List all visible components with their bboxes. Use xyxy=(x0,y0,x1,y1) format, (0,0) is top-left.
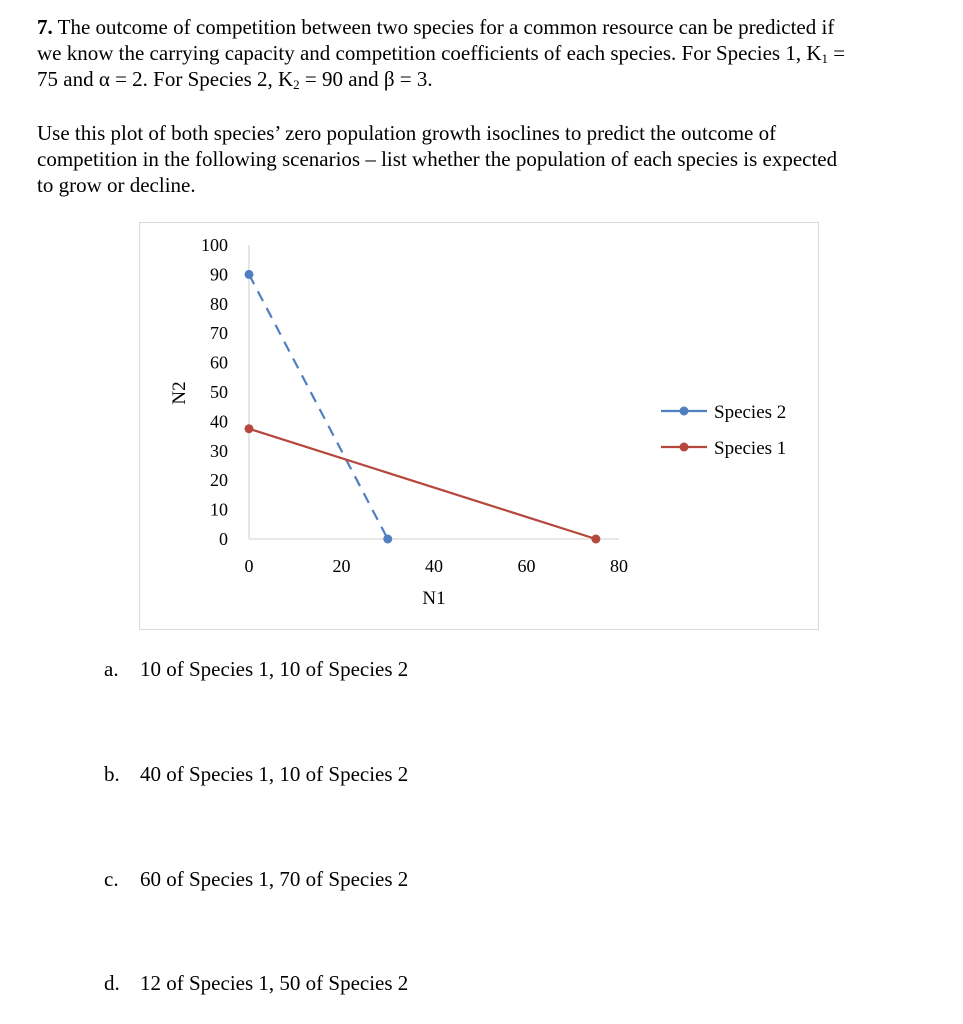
data-point xyxy=(245,424,254,433)
scenario-text: 40 of Species 1, 10 of Species 2 xyxy=(140,762,409,786)
intro-line-2 xyxy=(37,40,942,66)
x-axis-title: N1 xyxy=(422,588,446,609)
scenario-a xyxy=(104,656,408,682)
legend-marker xyxy=(680,407,689,416)
x-tick-label: 60 xyxy=(517,556,536,576)
intro-line-3 xyxy=(37,66,942,92)
series-line-species-1 xyxy=(249,429,596,539)
question-instructions xyxy=(37,120,942,198)
y-tick-label: 90 xyxy=(210,264,228,285)
series-line-species-2 xyxy=(249,274,388,539)
scenario-text: 60 of Species 1, 70 of Species 2 xyxy=(140,867,409,891)
scenario-letter: a. xyxy=(104,657,119,681)
intro-text-2a: we know the carrying capacity and competition coefficients of each species. For Species 1, K xyxy=(37,41,822,65)
data-point xyxy=(383,535,392,544)
question-number: 7. xyxy=(37,15,53,39)
instructions-line-3: to grow or decline. xyxy=(37,173,196,197)
x-tick-label: 40 xyxy=(425,556,443,576)
intro-text-1: The outcome of competition between two species for a common resource can be predicted if xyxy=(57,15,835,39)
intro-line-1 xyxy=(37,14,942,40)
intro-text-3b: = 90 and β = 3. xyxy=(299,67,433,91)
y-tick-label: 30 xyxy=(210,440,228,461)
y-tick-label: 60 xyxy=(210,352,228,373)
intro-subscript-2: 2 xyxy=(293,77,300,92)
scenario-d xyxy=(104,970,408,996)
instructions-line-1: Use this plot of both species’ zero population growth isoclines to predict the outcome of xyxy=(37,121,777,145)
y-tick-label: 40 xyxy=(210,411,228,432)
y-tick-label: 20 xyxy=(210,470,228,491)
y-tick-label: 100 xyxy=(201,235,228,255)
x-tick-label: 0 xyxy=(244,556,254,576)
y-tick-label: 50 xyxy=(210,382,228,402)
scenario-letter: b. xyxy=(104,762,120,786)
x-tick-label: 80 xyxy=(610,556,628,576)
scenario-b xyxy=(104,761,408,787)
scenario-letter: d. xyxy=(104,971,120,995)
chart-canvas xyxy=(140,223,820,631)
y-axis-title: N2 xyxy=(169,381,190,405)
y-tick-label: 10 xyxy=(210,499,228,520)
legend-label: Species 2 xyxy=(714,402,787,423)
instructions-line-2: competition in the following scenarios – list whether the population of each species is expected xyxy=(37,147,838,171)
legend-marker xyxy=(680,443,689,452)
legend-label: Species 1 xyxy=(714,438,787,459)
scenario-c xyxy=(104,866,408,892)
y-tick-label: 70 xyxy=(210,323,228,344)
data-point xyxy=(245,270,254,279)
intro-subscript-1: 1 xyxy=(821,51,829,66)
y-tick-label: 80 xyxy=(210,293,228,314)
intro-text-3a: 75 and α = 2. For Species 2, K xyxy=(37,67,294,91)
isocline-chart xyxy=(139,222,819,630)
scenario-letter: c. xyxy=(104,867,119,891)
scenario-text: 10 of Species 1, 10 of Species 2 xyxy=(140,657,409,681)
data-point xyxy=(591,535,600,544)
question-intro xyxy=(37,14,942,92)
x-tick-label: 20 xyxy=(332,556,351,576)
intro-text-2b: = xyxy=(828,41,846,65)
scenario-text: 12 of Species 1, 50 of Species 2 xyxy=(140,971,409,995)
y-tick-label: 0 xyxy=(219,529,228,549)
